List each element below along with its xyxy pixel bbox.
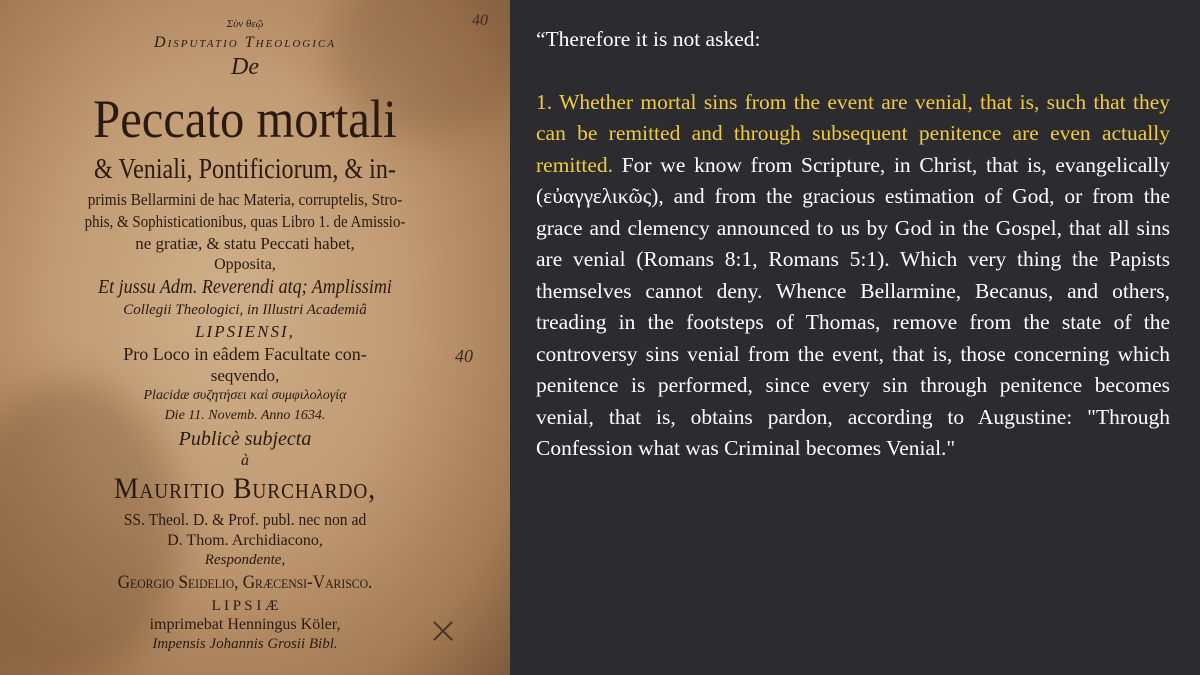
scan-line-heading: Disputatio Theologica bbox=[154, 34, 336, 51]
scan-line-title: Peccato mortali bbox=[93, 89, 397, 149]
scan-line-motto: Σὺν θεῷ bbox=[226, 18, 264, 30]
scan-line-8: Opposita, bbox=[214, 256, 276, 273]
scan-line-7: ne gratiæ, & statu Peccati habet, bbox=[135, 234, 355, 253]
scan-line-12: Pro Loco in eâdem Facultate con- bbox=[123, 344, 367, 364]
scan-line-printer: imprimebat Henningus Köler, bbox=[149, 616, 341, 633]
margin-mark: 40 bbox=[455, 346, 473, 366]
margin-mark: 40 bbox=[472, 12, 488, 29]
scan-line-20: D. Thom. Archidiacono, bbox=[167, 532, 323, 549]
scan-line-author: Mauritio Burchardo, bbox=[113, 472, 377, 505]
title-page-scan bbox=[0, 0, 510, 675]
translation-panel bbox=[510, 0, 1200, 675]
scan-line-9: Et jussu Adm. Reverendi atq; Amplissimi bbox=[98, 276, 392, 298]
scan-line-14: Placidæ συζητήσει καὶ συμφιλολογίᾳ bbox=[143, 388, 347, 403]
scan-line-16: Publicè subjecta bbox=[178, 428, 312, 450]
ink-mark bbox=[432, 620, 454, 642]
scan-line-de: De bbox=[231, 54, 259, 80]
scan-line-date: Die 11. Novemb. Anno 1634. bbox=[164, 408, 326, 423]
scan-line-5: primis Bellarmini de hac Materia, corruptelis, Stro- bbox=[87, 190, 403, 209]
translation-paragraph bbox=[536, 87, 1170, 465]
scan-line-19: SS. Theol. D. & Prof. publ. nec non ad bbox=[123, 510, 367, 529]
scan-line-10: Collegii Theologici, in Illustri Academiâ bbox=[123, 302, 367, 318]
scan-line-publisher: Impensis Johannis Grosii Bibl. bbox=[152, 636, 338, 652]
scan-line-11: LIPSIENSI, bbox=[195, 322, 295, 341]
scan-line-17: à bbox=[241, 452, 249, 469]
scan-line-21: Respondente, bbox=[204, 552, 286, 568]
scan-line-13: seqvendo, bbox=[210, 366, 280, 385]
highlighted-question: 1. Whether mortal sins from the event are venial, that is, such that they can be remitted and through subsequent penitence are even actually remitted. bbox=[536, 89, 1170, 177]
scan-line-6: phis, & Sophisticationibus, quas Libro 1. de Amissio- bbox=[84, 212, 406, 231]
scan-line-subtitle: & Veniali, Pontificiorum, & in- bbox=[94, 154, 396, 185]
scan-line-respondent: Georgio Seidelio, Græcensi-Varisco. bbox=[117, 572, 373, 593]
translation-intro: “Therefore it is not asked: bbox=[536, 27, 761, 51]
scan-line-place: L I P S I Æ bbox=[211, 598, 279, 614]
translation-body: For we know from Scripture, in Christ, that is, evangelically (εὐαγγελικῶς), and from the gracious estimation of God, or from the grace and clemency announced to us by God in the Gospel, that all sins are venial (Romans 8:1, Romans 5:1). Which very thing the Papists themselves cannot deny. Whence Bellarmine, Becanus, and others, treading in the footsteps of Thomas, remove from the state of the controversy sins venial from the event, that is, those concerning which penitence is performed, since every sin through penitence becomes venial, that is, obtains pardon, according to Augustine: "Through Confession what was Criminal becomes Venial." bbox=[536, 152, 1170, 460]
